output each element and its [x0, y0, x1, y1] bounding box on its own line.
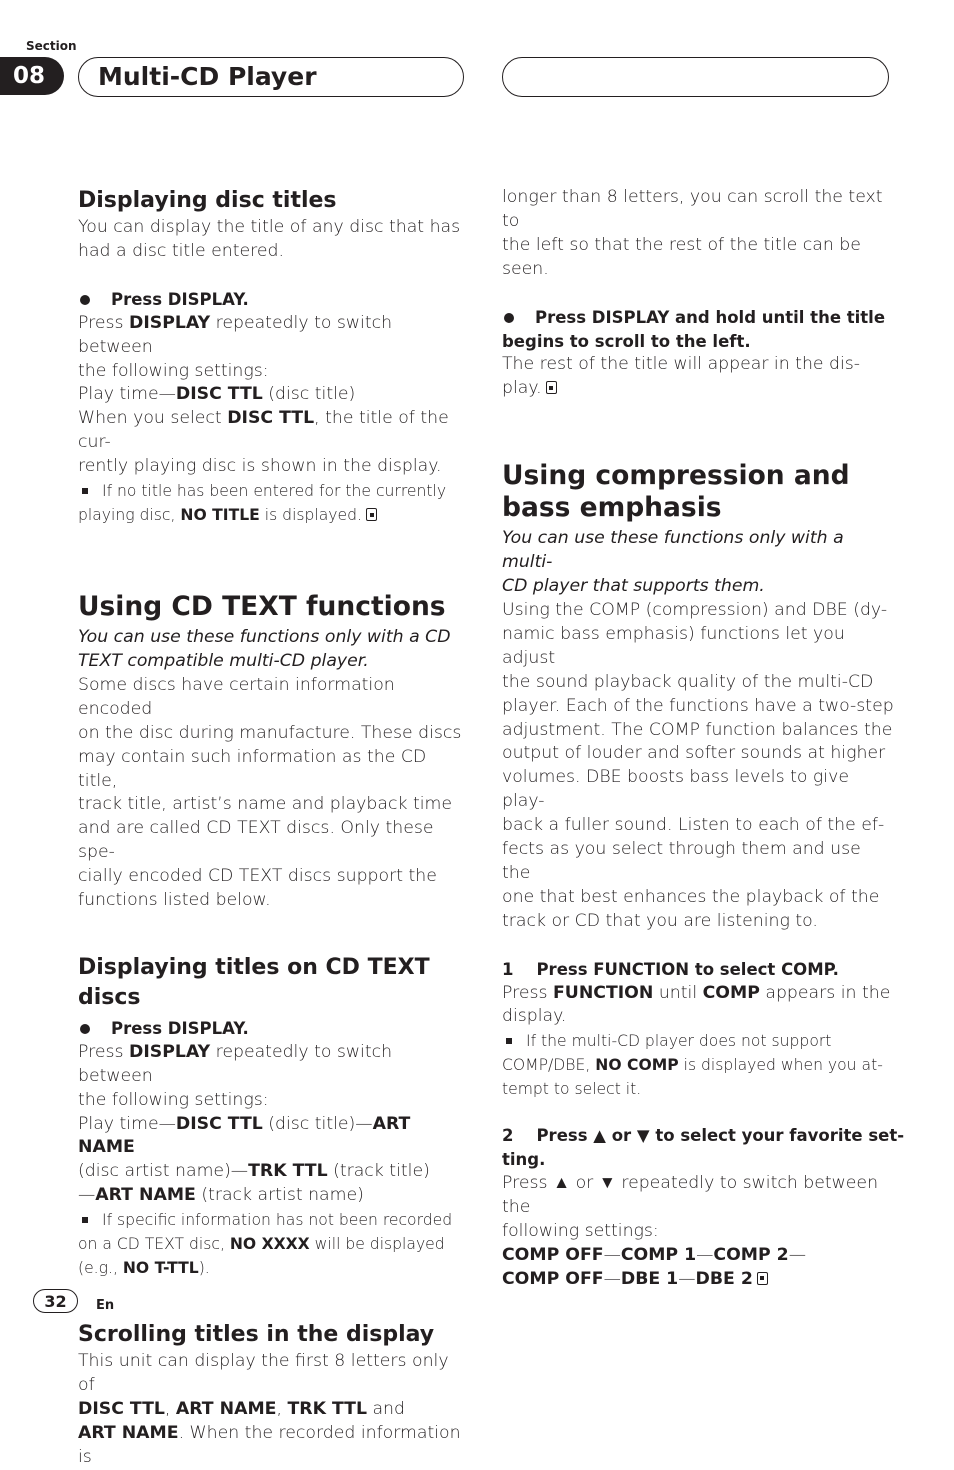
step-press-display: Press DISPLAY. [78, 1017, 470, 1041]
body-text: output of louder and softer sounds at higher [502, 743, 886, 764]
body-text: Play time—DISC TTL (disc title)—ART NAME [78, 1113, 411, 1158]
italic-text: You can use these functions only with a CD [78, 627, 451, 648]
bullet-icon [504, 313, 514, 323]
body-text: Press FUNCTION until COMP appears in the [502, 982, 891, 1003]
body-text: track title, artist’s name and playback time [78, 794, 452, 815]
note-text: COMP/DBE, NO COMP is displayed when you at- [502, 1056, 883, 1075]
italic-text: CD player that supports them. [502, 576, 765, 597]
body-text: Press DISPLAY repeatedly to switch between [78, 1041, 393, 1086]
body-text: and are called CD TEXT discs. Only these spe- [78, 818, 434, 863]
body-text: the sound playback quality of the multi-CD [502, 671, 874, 692]
bullet-icon [80, 1024, 90, 1034]
settings-sequence: COMP OFF—DBE 1—DBE 2 [502, 1268, 894, 1292]
left-column [78, 186, 470, 1470]
body-text: back a fuller sound. Listen to each of the ef- [502, 815, 885, 836]
body-text: on the disc during manufacture. These discs [78, 722, 462, 743]
body-text: following settings: [502, 1221, 659, 1241]
page-number: 32 [33, 1289, 78, 1313]
body-text: Play time—DISC TTL (disc title) [78, 384, 356, 405]
note-square-icon [82, 488, 88, 494]
note-text: If specific information has not been recorded [78, 1208, 470, 1232]
body-text: You can display the title of any disc that has [78, 217, 461, 237]
body-text: The rest of the title will appear in the dis- [502, 354, 861, 375]
body-text: Press ▲ or ▼ repeatedly to switch between the [502, 1173, 879, 1218]
body-text: one that best enhances the playback of the [502, 886, 880, 907]
language-code: En [96, 1298, 115, 1313]
heading-displaying-titles-cd-text: Displaying titles on CD TEXT discs [78, 954, 430, 1010]
body-text: display. [502, 1006, 567, 1027]
italic-text: TEXT compatible multi-CD player. [78, 650, 369, 671]
right-column [502, 186, 905, 1292]
heading-compression-bass: Using compression and [502, 460, 850, 492]
body-text: (disc artist name)—TRK TTL (track title) [78, 1161, 430, 1182]
note-text: playing disc, NO TITLE is displayed. [78, 503, 470, 527]
body-text: DISC TTL, ART NAME, TRK TTL and [78, 1399, 405, 1419]
step-2-select-setting: 2 Press ▲ or ▼ to select your favorite set- [502, 1126, 905, 1146]
body-text: Some discs have certain information encoded [78, 674, 395, 719]
body-text: Press DISPLAY repeatedly to switch between [78, 312, 393, 357]
body-text: player. Each of the functions have a two-step [502, 695, 894, 716]
body-text: track or CD that you are listening to. [502, 910, 818, 931]
body-text: the following settings: [78, 360, 269, 381]
body-text: functions listed below. [78, 890, 271, 911]
note-text: tempt to select it. [502, 1080, 642, 1099]
heading-scrolling-titles: Scrolling titles in the display [78, 1322, 435, 1348]
section-number-badge: 08 [0, 57, 64, 95]
body-text: cially encoded CD TEXT discs support the [78, 866, 437, 887]
step-hold-display: begins to scroll to the left. [502, 331, 751, 351]
section-label: Section [26, 39, 77, 53]
body-text: the following settings: [78, 1089, 269, 1110]
body-text: fects as you select through them and use the [502, 839, 861, 883]
end-mark-icon [546, 381, 557, 394]
body-text: Using the COMP (compression) and DBE (dy- [502, 599, 888, 620]
chapter-title: Multi-CD Player [98, 62, 317, 91]
body-text: namic bass emphasis) functions let you adjust [502, 623, 845, 668]
body-text: ART NAME. When the recorded information is [78, 1422, 461, 1467]
body-text: When you select DISC TTL, the title of the cur- [78, 408, 449, 453]
body-text: This unit can display the first 8 letters only of [78, 1351, 449, 1396]
body-text: the left so that the rest of the title can be seen. [502, 234, 861, 279]
body-text: rently playing disc is shown in the display. [78, 456, 442, 477]
note-text: (e.g., NO T-TTL). [78, 1259, 210, 1278]
step-1-select-comp: 1 Press FUNCTION to select COMP. [502, 959, 839, 979]
bullet-icon [80, 295, 90, 305]
note-text: on a CD TEXT disc, NO XXXX will be displayed [78, 1235, 445, 1254]
heading-displaying-disc-titles: Displaying disc titles [78, 188, 337, 213]
body-text: longer than 8 letters, you can scroll the text to [502, 187, 883, 231]
heading-compression-bass: bass emphasis [502, 492, 722, 524]
header-right-frame [502, 57, 889, 97]
step-2-select-setting: ting. [502, 1150, 546, 1170]
body-text: play. [502, 377, 894, 401]
body-text: adjustment. The COMP function balances the [502, 719, 893, 740]
note-text: If the multi-CD player does not support [502, 1029, 894, 1053]
end-mark-icon [366, 508, 377, 521]
body-text: volumes. DBE boosts bass levels to give play- [502, 767, 849, 812]
end-mark-icon [757, 1272, 768, 1285]
note-square-icon [82, 1217, 88, 1223]
body-text: had a disc title entered. [78, 240, 284, 261]
heading-using-cd-text-functions: Using CD TEXT functions [78, 591, 446, 623]
note-text: If no title has been entered for the currently [78, 479, 470, 503]
body-text: may contain such information as the CD title, [78, 746, 427, 791]
body-text: —ART NAME (track artist name) [78, 1185, 364, 1206]
step-hold-display: Press DISPLAY and hold until the title [502, 306, 894, 330]
settings-sequence: COMP OFF—COMP 1—COMP 2— [502, 1244, 806, 1265]
note-square-icon [506, 1038, 512, 1044]
step-press-display: Press DISPLAY. [78, 288, 470, 312]
italic-text: You can use these functions only with a multi- [502, 528, 844, 573]
